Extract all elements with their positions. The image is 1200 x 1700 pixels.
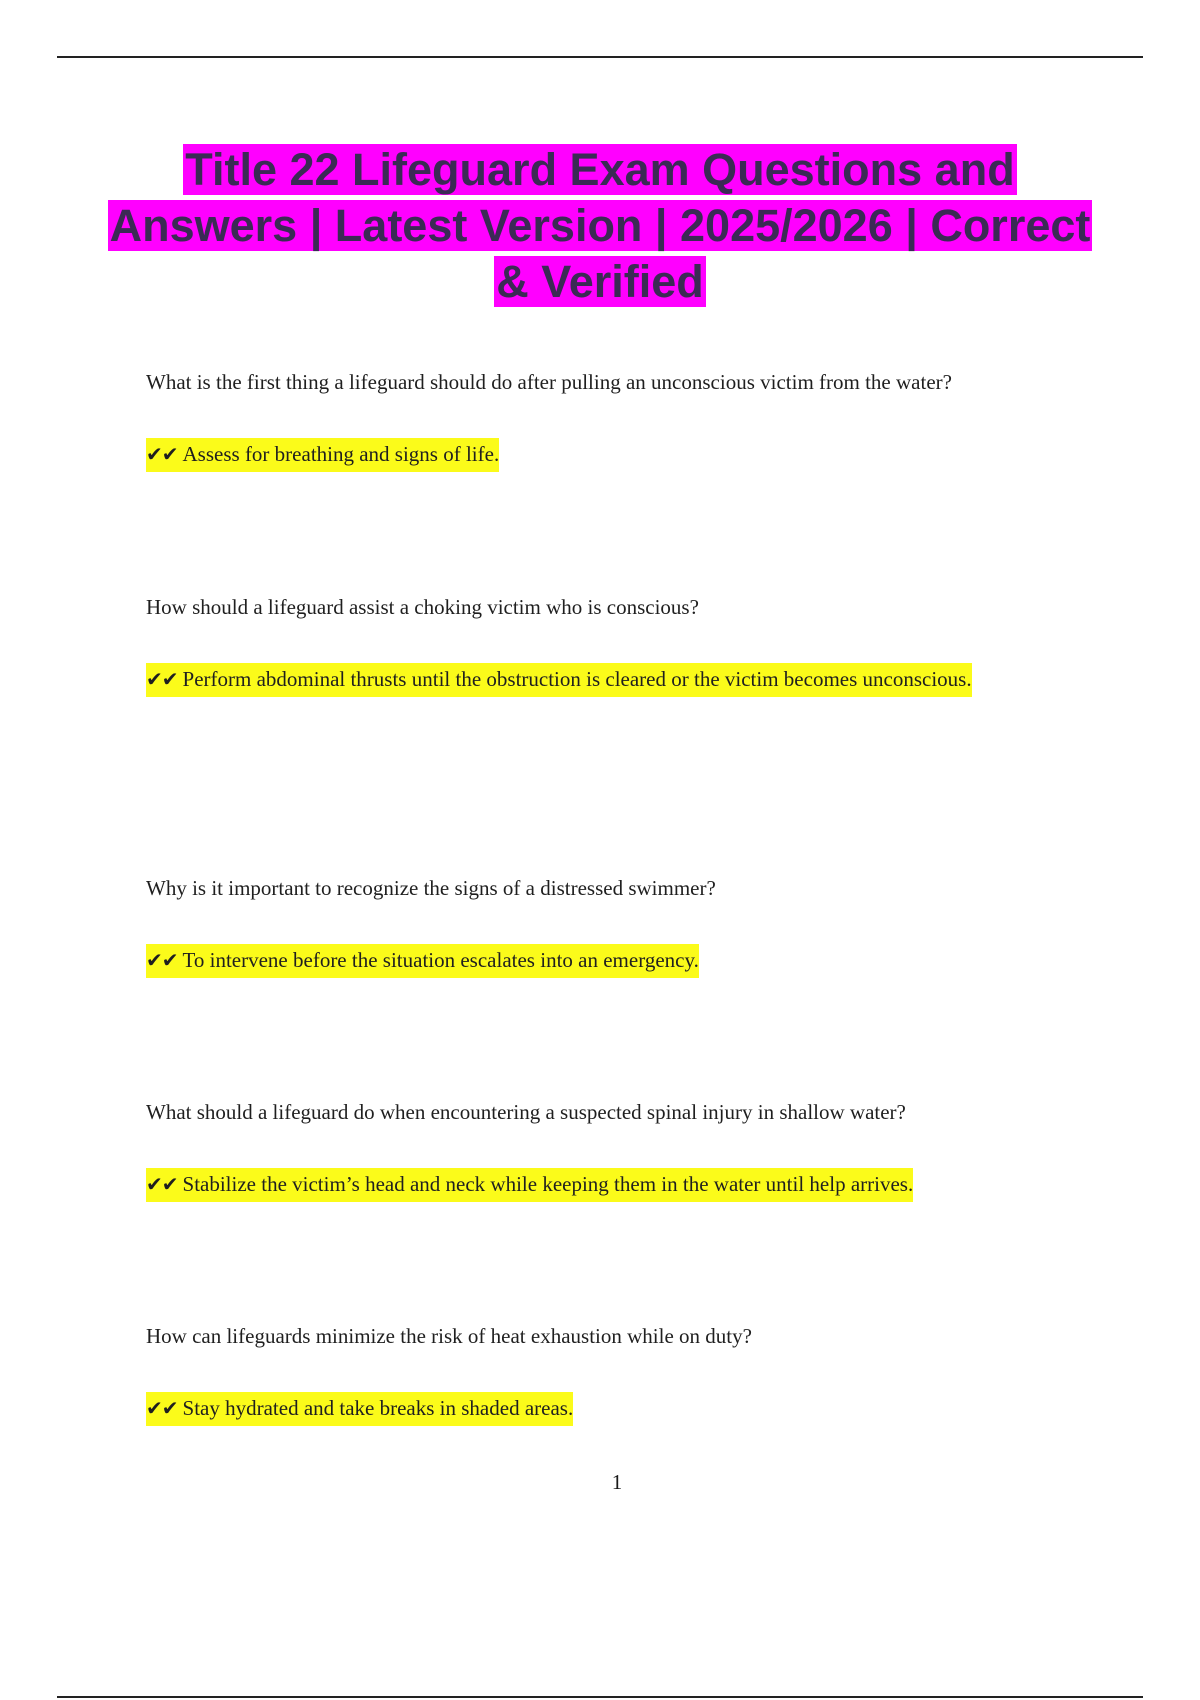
answer-text: [146, 930, 1086, 990]
answer-label: Stay hydrated and take breaks in shaded areas.: [182, 1396, 574, 1420]
double-check-icon: ✔✔: [146, 667, 178, 691]
answer-text: [146, 649, 1086, 709]
question-text: How can lifeguards minimize the risk of heat exhaustion while on duty?: [146, 1324, 752, 1348]
page-number: 1: [611, 1470, 623, 1494]
question-text: What should a lifeguard do when encountering a suspected spinal injury in shallow water?: [146, 1100, 906, 1124]
document-title-block: [100, 142, 1100, 310]
header-rule: [57, 56, 1143, 58]
document-title: Title 22 Lifeguard Exam Questions and Answers | Latest Version | 2025/2026 | Correct & Verified: [109, 144, 1091, 307]
answer-label: Perform abdominal thrusts until the obstruction is cleared or the victim becomes unconscious.: [182, 667, 972, 691]
qa-item: [146, 593, 1086, 709]
answer-text: [146, 1154, 1086, 1214]
answer-text: [146, 424, 1086, 484]
double-check-icon: ✔✔: [146, 1396, 178, 1420]
qa-item: [146, 1098, 1086, 1214]
answer-label: Assess for breathing and signs of life.: [182, 442, 500, 466]
answer-highlight: [146, 438, 499, 472]
answer-text: [146, 1378, 1086, 1438]
qa-item: [146, 1322, 1086, 1438]
qa-item: [146, 368, 1086, 484]
answer-highlight: [146, 944, 699, 978]
answer-label: To intervene before the situation escalates into an emergency.: [182, 948, 699, 972]
footer-rule: [57, 1696, 1143, 1698]
double-check-icon: ✔✔: [146, 442, 178, 466]
double-check-icon: ✔✔: [146, 1172, 178, 1196]
question-text: What is the first thing a lifeguard should do after pulling an unconscious victim from the water?: [146, 370, 952, 394]
question-text: Why is it important to recognize the signs of a distressed swimmer?: [146, 876, 716, 900]
answer-highlight: [146, 1392, 573, 1426]
double-check-icon: ✔✔: [146, 948, 178, 972]
answer-highlight: [146, 663, 972, 697]
answer-highlight: [146, 1168, 913, 1202]
qa-item: [146, 874, 1086, 990]
question-text: How should a lifeguard assist a choking victim who is conscious?: [146, 595, 699, 619]
answer-label: Stabilize the victim’s head and neck while keeping them in the water until help arrives.: [182, 1172, 914, 1196]
